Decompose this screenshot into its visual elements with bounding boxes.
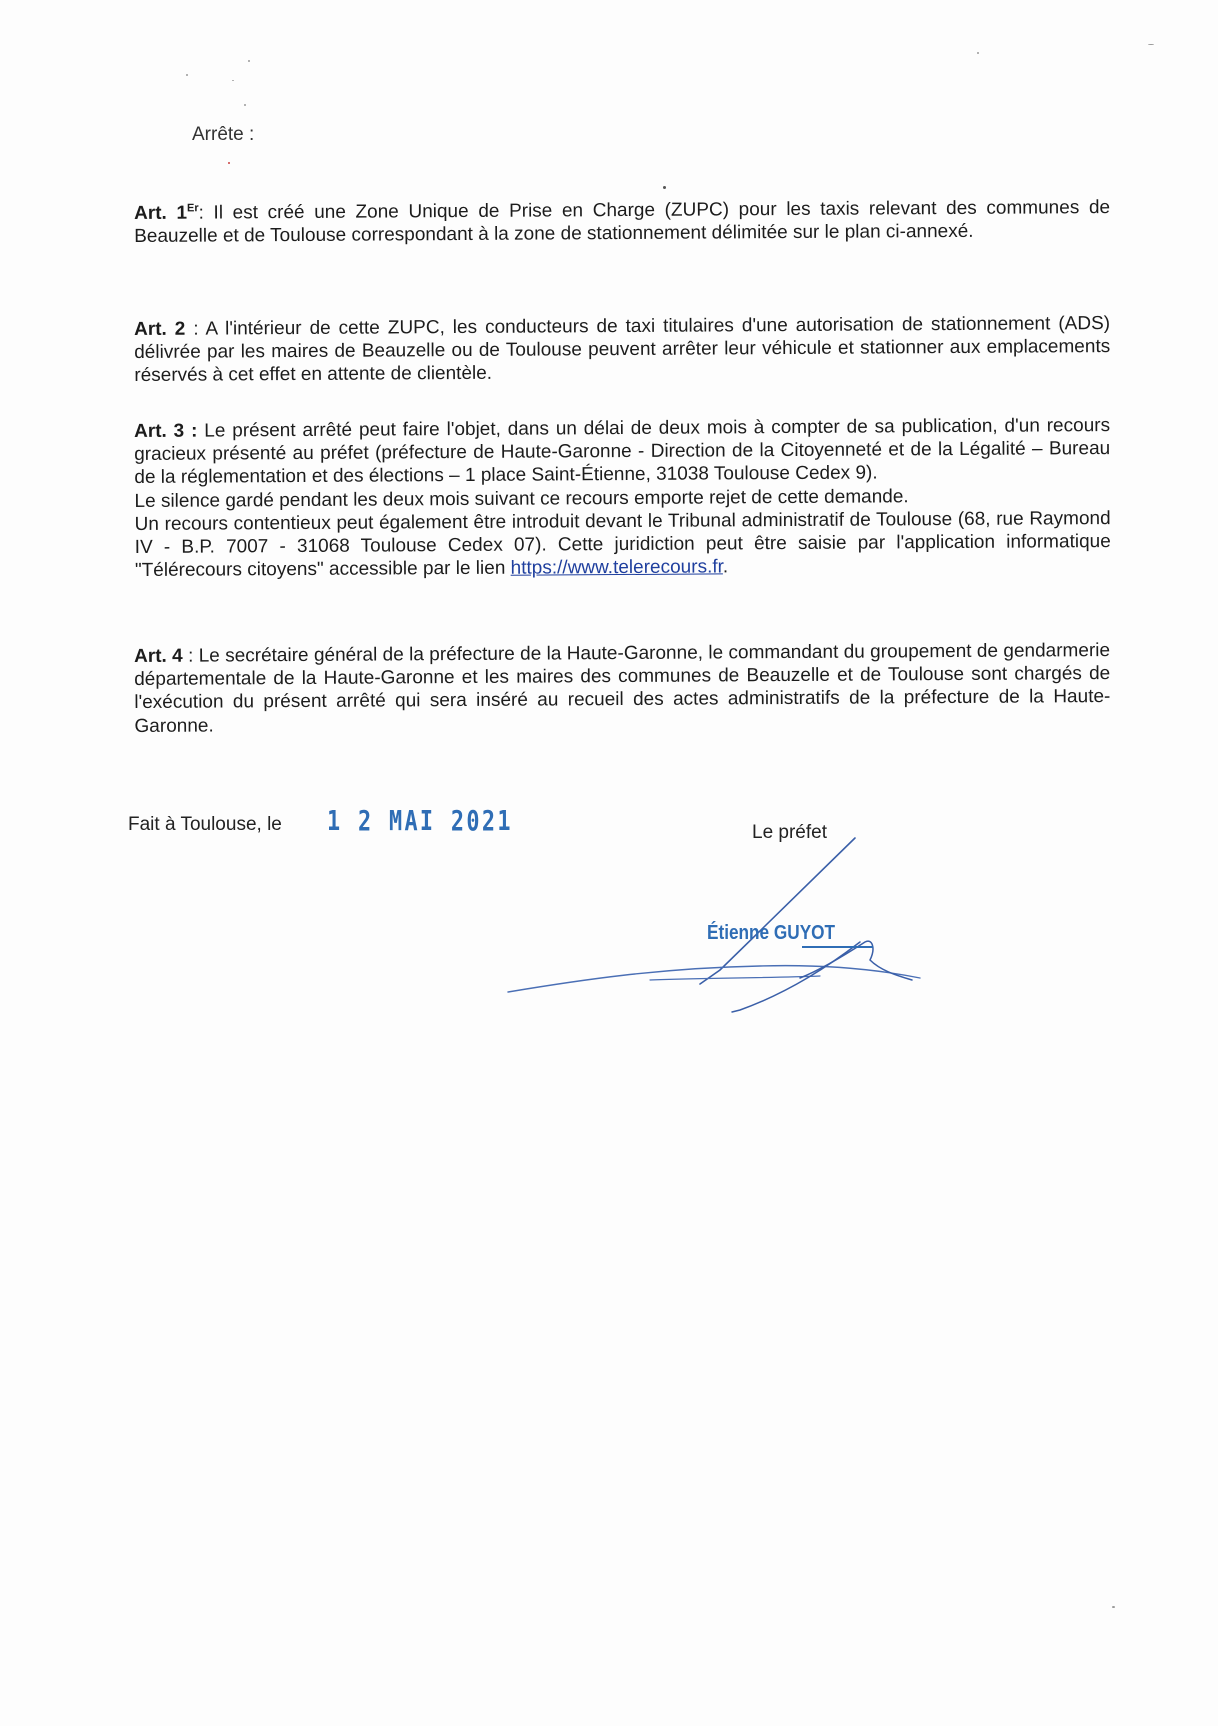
scan-speck [1112, 1606, 1115, 1608]
telerecours-link[interactable]: https://www.telerecours.fr [510, 556, 723, 579]
article-separator: : [182, 645, 194, 667]
article-text: A l'intérieur de cette ZUPC, les conducteurs de taxi titulaires d'une autorisation de stationnement (ADS) délivrée par les maires de Beauzelle ou de Toulouse peuvent arrêter leur véhicule et stationner aux emplacements réservés à cet effet en attente de clientèle. [134, 313, 1111, 387]
article-1 [134, 196, 1110, 248]
date-stamp: 1 2 MAI 2021 [327, 804, 513, 837]
signer-name: Étienne GUYOT [707, 922, 836, 944]
scan-speck [248, 60, 250, 62]
article-separator: : [184, 420, 198, 442]
article-superscript: Er [186, 202, 199, 215]
article-paragraph: Un recours contentieux peut également être introduit devant le Tribunal administratif de Toulouse (68, rue Raymond IV - B.P. 7007 - 31068 Toulouse Cedex 07). Cette juridiction peut être saisie par l'application informatique "Télérecours citoyens" accessible par le lien [134, 507, 1111, 582]
scan-speck [186, 74, 188, 76]
scan-speck [977, 52, 979, 54]
handwritten-signature [500, 820, 1000, 1020]
scan-speck [663, 186, 666, 189]
article-paragraph: Le silence gardé pendant les deux mois suivant ce recours emporte rejet de cette demande. [134, 485, 909, 512]
signer-underline [707, 944, 877, 950]
article-text: Le présent arrêté peut faire l'objet, dans un délai de deux mois à compter de sa publication, d'un recours gracieux présenté au préfet (préfecture de Haute-Garonne - Direction de la Citoyenneté et de la Légalité – Bureau de la réglementation et des élections – 1 place Saint-Étienne, 31038 Toulouse Cedex 9). [134, 415, 1111, 489]
article-text: Le secrétaire général de la préfecture de la Haute-Garonne, le commandant du groupement de gendarmerie départementale de la Haute-Garonne et les maires des communes de Beauzelle et de Toulouse sont chargés de l'exécution du présent arrêté qui sera inséré au recueil des actes administratifs de la préfecture de la Haute-Garonne. [134, 640, 1111, 737]
article-4 [134, 639, 1111, 738]
scan-speck [1148, 44, 1154, 45]
article-separator: : [198, 202, 204, 224]
article-label: Art. 4 [134, 645, 183, 667]
signer-role: Le préfet [752, 822, 827, 843]
scan-speck [228, 162, 230, 164]
scan-speck [244, 104, 246, 106]
article-label: Art. 2 [134, 318, 186, 340]
article-label: Art. 1 [134, 202, 188, 224]
article-separator: : [185, 318, 199, 340]
decree-heading: Arrête : [192, 124, 255, 145]
article-text: Il est créé une Zone Unique de Prise en Charge (ZUPC) pour les taxis relevant des communes de Beauzelle et de Toulouse correspondant à la zone de stationnement délimitée sur le plan ci-annexé. [134, 197, 1111, 248]
scan-speck [232, 80, 234, 81]
article-label: Art. 3 [134, 420, 185, 442]
article-punctuation: . [722, 556, 729, 578]
article-3 [134, 414, 1111, 582]
place-label: Fait à Toulouse, le [128, 814, 282, 835]
article-2 [134, 312, 1110, 387]
